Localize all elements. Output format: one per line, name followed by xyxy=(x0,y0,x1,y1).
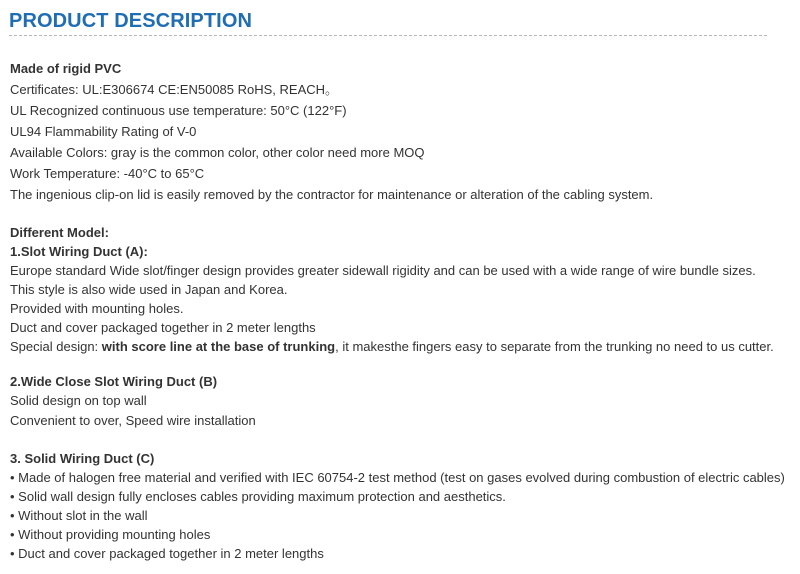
model-a-special xyxy=(10,337,795,356)
model-c-bullet: • Without providing mounting holes xyxy=(10,527,211,542)
intro-line: Work Temperature: -40°C to 65°C xyxy=(10,166,205,181)
models-title: Different Model: xyxy=(10,225,109,240)
intro-title: Made of rigid PVC xyxy=(10,61,122,76)
special-prefix: Special design: xyxy=(10,339,102,354)
model-c-bullet: • Made of halogen free material and verified with IEC 60754-2 test method (test on gases evolved during combustion of electric cables) xyxy=(10,470,785,485)
intro-line: The ingenious clip-on lid is easily removed by the contractor for maintenance or alteration of the cabling system. xyxy=(10,187,654,202)
spacer xyxy=(10,356,795,372)
model-c-title: 3. Solid Wiring Duct (C) xyxy=(10,451,155,466)
intro-line: Certificates: UL:E306674 CE:EN50085 RoHS, REACH。 xyxy=(10,82,339,97)
spacer xyxy=(10,205,795,223)
model-b-title: 2.Wide Close Slot Wiring Duct (B) xyxy=(10,374,218,389)
model-a-line: Duct and cover packaged together in 2 meter lengths xyxy=(10,320,316,335)
spacer xyxy=(10,431,795,449)
model-c-bullet: • Without slot in the wall xyxy=(10,508,148,523)
model-c-bullet: • Solid wall design fully encloses cables providing maximum protection and aesthetics. xyxy=(10,489,506,504)
product-description xyxy=(10,58,795,563)
special-suffix: , it makesthe fingers easy to separate from the trunking no need to us cutter. xyxy=(335,339,774,354)
model-b-line: Convenient to over, Speed wire installation xyxy=(10,413,256,428)
special-highlight: with score line at the base of trunking xyxy=(101,339,336,354)
intro-line: UL94 Flammability Rating of V-0 xyxy=(10,124,197,139)
model-a-line: Europe standard Wide slot/finger design provides greater sidewall rigidity and can be used with a wide range of wire bundle sizes. xyxy=(10,263,756,278)
model-a-line: Provided with mounting holes. xyxy=(10,301,184,316)
page-title: PRODUCT DESCRIPTION xyxy=(9,10,253,32)
model-a-line: This style is also wide used in Japan and Korea. xyxy=(10,282,288,297)
model-b-line: Solid design on top wall xyxy=(10,393,147,408)
model-c-bullet: • Duct and cover packaged together in 2 meter lengths xyxy=(10,546,324,561)
intro-line: Available Colors: gray is the common color, other color need more MOQ xyxy=(10,145,425,160)
title-divider xyxy=(9,35,767,36)
model-a-title: 1.Slot Wiring Duct (A): xyxy=(10,244,148,259)
intro-line: UL Recognized continuous use temperature: 50°C (122°F) xyxy=(10,103,347,118)
